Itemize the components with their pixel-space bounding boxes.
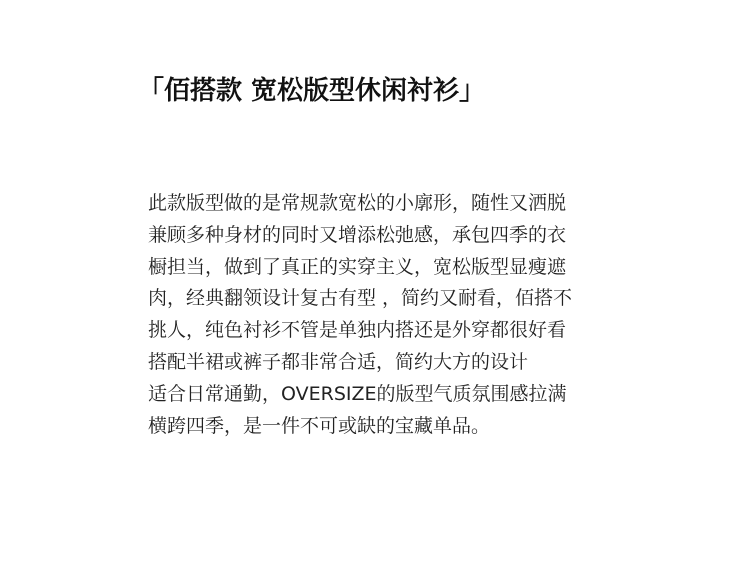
description-line: 肉，经典翻领设计复古有型 ，简约又耐看，佰搭不: [148, 287, 573, 310]
description-line: 此款版型做的是常规款宽松的小廓形，随性又洒脱: [148, 192, 567, 214]
description-line: 挑人，纯色衬衫不管是单独内搭还是外穿都很好看: [148, 319, 567, 342]
description-line: 横跨四季，是一件不可或缺的宝藏单品。: [148, 414, 491, 437]
description-line: 橱担当，做到了真正的实穿主义，宽松版型显瘦遮: [148, 255, 567, 278]
description-line: 搭配半裙或裤子都非常合适，简约大方的设计: [148, 350, 529, 373]
product-description: [148, 188, 618, 442]
description-line: 兼顾多种身材的同时又增添松弛感，承包四季的衣: [148, 223, 567, 246]
product-title: 「佰搭款 宽松版型休闲衬衫」: [138, 76, 486, 106]
description-line: 适合日常通勤，OVERSIZE的版型气质氛围感拉满: [148, 382, 567, 405]
